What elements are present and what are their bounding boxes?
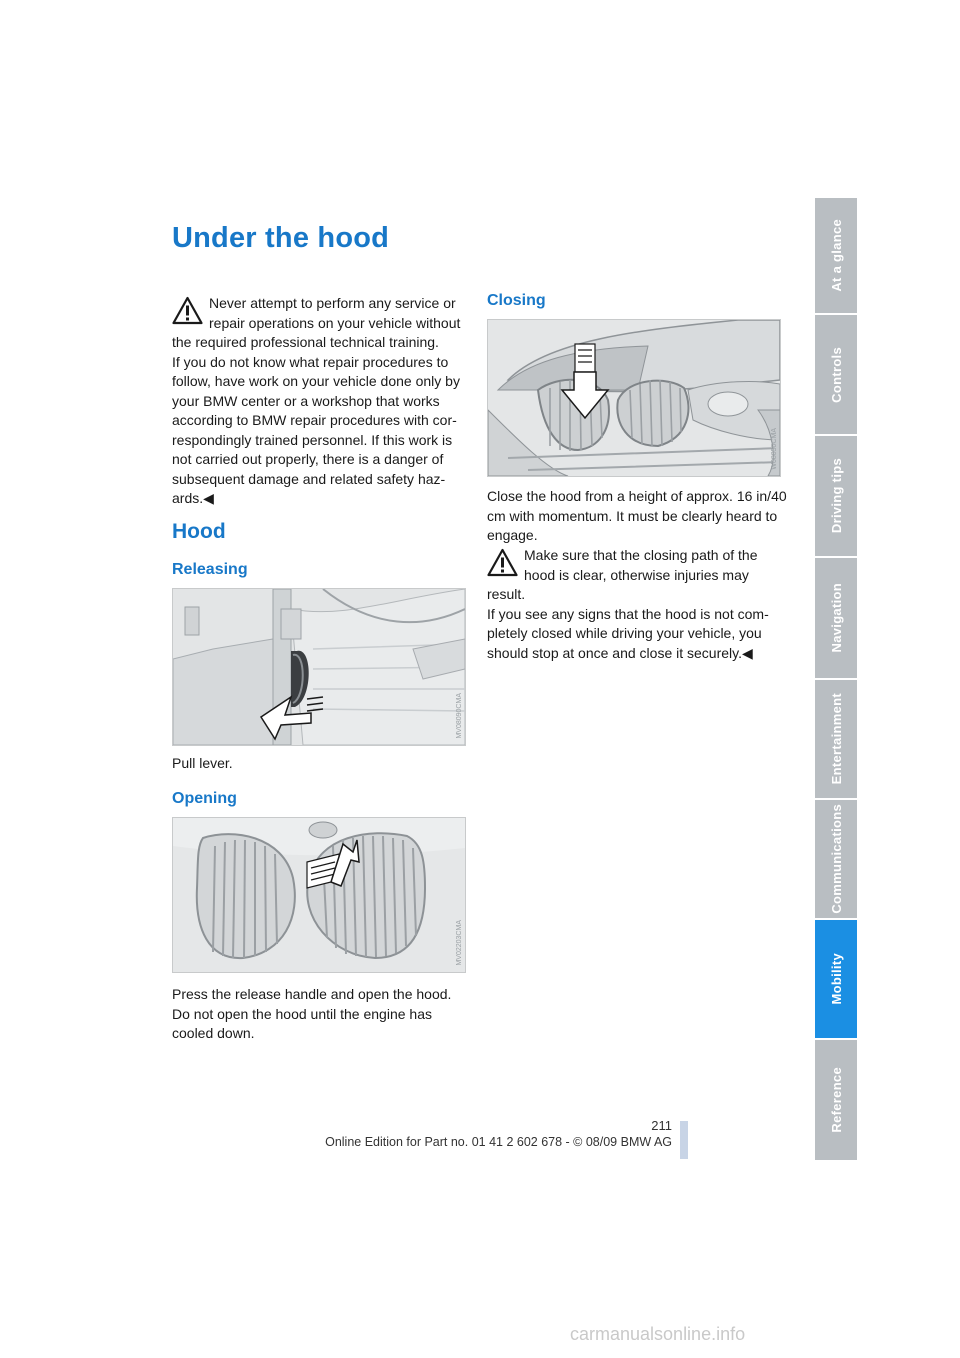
warning-triangle-icon [172, 296, 203, 325]
tab-label: At a glance [828, 219, 844, 292]
tab-entertainment[interactable] [815, 680, 857, 798]
tab-label: Reference [828, 1067, 844, 1133]
tab-navigation[interactable] [815, 558, 857, 678]
hood-heading: Hood [172, 520, 226, 543]
closing-text: Close the hood from a height of approx. 16 in/40 cm with momentum. It must be clearly heard to engage. [487, 488, 787, 543]
closing-warning [487, 546, 779, 663]
closing-warning-text-2: If you see any signs that the hood is not completely closed while driving your vehicle, you should stop at once and close it securely.◀ [487, 605, 769, 661]
footer-marker [680, 1121, 688, 1159]
tab-controls[interactable] [815, 315, 857, 434]
tab-label: Navigation [828, 583, 844, 653]
tab-at-a-glance[interactable] [815, 198, 857, 313]
intro-warning-text: Never attempt to perform any service or repair operations on your vehicle without the required professional technical training. [172, 295, 461, 350]
closing-figure [487, 319, 781, 477]
hood-release-lever-illustration [173, 589, 465, 745]
tab-label: Entertainment [828, 693, 844, 785]
page-title: Under the hood [172, 222, 390, 254]
hood-release-handle-illustration [173, 818, 465, 972]
page-number: 211 [651, 1118, 672, 1133]
tab-label: Controls [828, 346, 844, 403]
chapter-tabs [815, 198, 857, 1160]
tab-reference[interactable] [815, 1040, 857, 1160]
opening-text: Press the release handle and open the hood. Do not open the hood until the engine has cooled down. [172, 986, 452, 1041]
tab-driving-tips[interactable] [815, 436, 857, 556]
tab-label: Communications [828, 804, 844, 914]
intro-warning-text-2: If you do not know what repair procedures to follow, have work on your vehicle done only by your BMW center or a workshop that works according to BMW repair procedures with correspondingly trained personnel. If this work is not carried out properly, there is a danger of subsequent damage and related safety hazards.◀ [172, 353, 460, 506]
releasing-text: Pull lever. [172, 755, 233, 771]
warning-triangle-icon [487, 548, 518, 577]
watermark: carmanualsonline.info [570, 1324, 746, 1344]
edition-text: Online Edition for Part no. 01 41 2 602 678 - © 08/09 BMW AG [325, 1135, 672, 1149]
tab-communications[interactable] [815, 800, 857, 918]
releasing-heading: Releasing [172, 561, 248, 578]
tab-label: Mobility [828, 953, 844, 1005]
closing-warning-text: Make sure that the closing path of the hood is clear, otherwise injuries may result. [487, 547, 758, 602]
tab-mobility[interactable] [815, 920, 857, 1038]
figure-code: MV08090CMA [456, 693, 463, 739]
figure-code: MV02203CMA [456, 920, 463, 966]
releasing-figure [172, 588, 466, 746]
opening-figure [172, 817, 466, 973]
figure-code: W08050CMA [771, 428, 778, 470]
hood-closing-illustration [488, 320, 780, 476]
opening-heading: Opening [172, 790, 237, 807]
closing-heading: Closing [487, 292, 546, 309]
tab-label: Driving tips [828, 458, 844, 534]
intro-warning [172, 294, 464, 509]
